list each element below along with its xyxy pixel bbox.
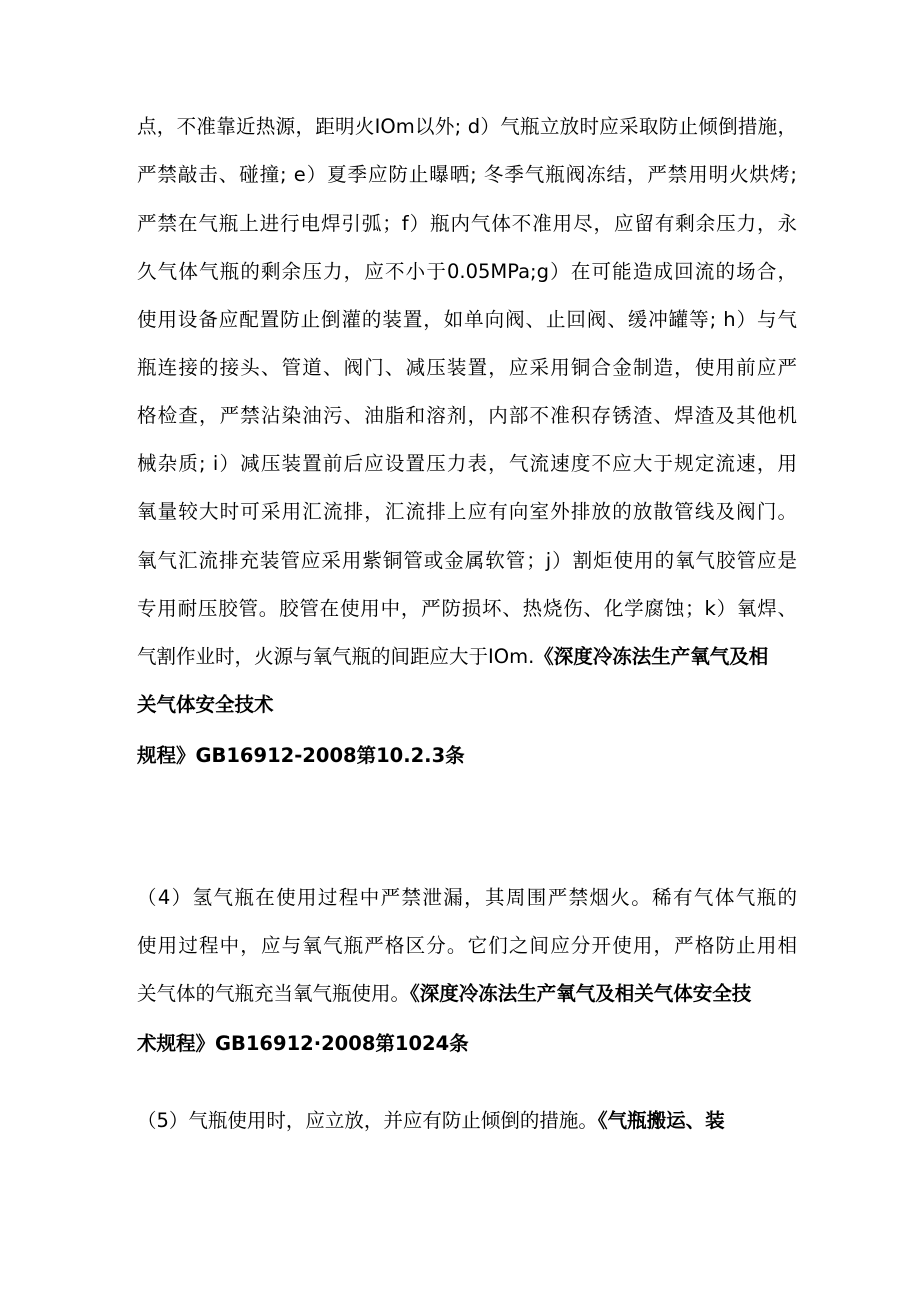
text-line: 严禁在气瓶上进行电焊引弧；f）瓶内气体不准用尽，应留有剩余压力，永 xyxy=(137,212,797,235)
standard-reference: 《气瓶搬运、装 xyxy=(597,1109,725,1132)
text-line: 氧量较大时可采用汇流排，汇流排上应有向室外排放的放散管线及阀门。 xyxy=(137,500,797,523)
text-line: 瓶连接的接头、管道、阀门、减压装置，应采用铜合金制造，使用前应严 xyxy=(137,356,797,379)
text-line-with-reference xyxy=(137,639,797,675)
body-text: 关气体的气瓶充当氧气瓶使用。 xyxy=(137,982,411,1005)
standard-reference: 规程》GB16912-2008第10.2.3条 xyxy=(137,744,465,767)
text-line: 严禁敲击、碰撞; e）夏季应防止曝晒; 冬季气瓶阀冻结，严禁用明火烘烤; xyxy=(137,163,797,186)
text-line: 格检查，严禁沾染油污、油脂和溶剂，内部不准积存锈渣、焊渣及其他机 xyxy=(137,404,797,427)
text-line: 久气体气瓶的剩余压力，应不小于0.05MPa;g）在可能造成回流的场合， xyxy=(137,260,797,283)
standard-reference: 《深度冷冻法生产氧气及相 xyxy=(534,645,769,668)
standard-reference: 术规程》GB16912·2008第1024条 xyxy=(137,1032,469,1055)
text-line: 点，不准靠近热源，距明火IOm以外; d）气瓶立放时应采取防止倾倒措施， xyxy=(137,115,797,138)
standard-reference: 《深度冷冻法生产氧气及相关气体安全技 xyxy=(410,982,752,1005)
text-line: 使用过程中，应与氧气瓶严格区分。它们之间应分开使用，严格防止用相 xyxy=(137,934,797,957)
body-text: 气割作业时，火源与氧气瓶的间距应大于IOm. xyxy=(137,645,535,668)
text-line: 氧气汇流排充装管应采用紫铜管或金属软管；j）割炬使用的氧气胶管应是 xyxy=(137,549,797,572)
text-line-with-reference xyxy=(137,976,797,1012)
text-line: （4）氢气瓶在使用过程中严禁泄漏，其周围严禁烟火。稀有气体气瓶的 xyxy=(137,886,797,909)
text-line: 使用设备应配置防止倒灌的装置，如单向阀、止回阀、缓冲罐等; h）与气 xyxy=(137,308,797,331)
text-line-with-reference xyxy=(137,1103,797,1139)
body-text: （5）气瓶使用时，应立放，并应有防止倾倒的措施。 xyxy=(137,1109,598,1132)
standard-reference: 关气体安全技术 xyxy=(137,693,274,716)
text-line: 专用耐压胶管。胶管在使用中，严防损坏、热烧伤、化学腐蚀；k）氧焊、 xyxy=(137,597,797,620)
text-line: 械杂质; i）减压装置前后应设置压力表，气流速度不应大于规定流速，用 xyxy=(137,452,797,475)
